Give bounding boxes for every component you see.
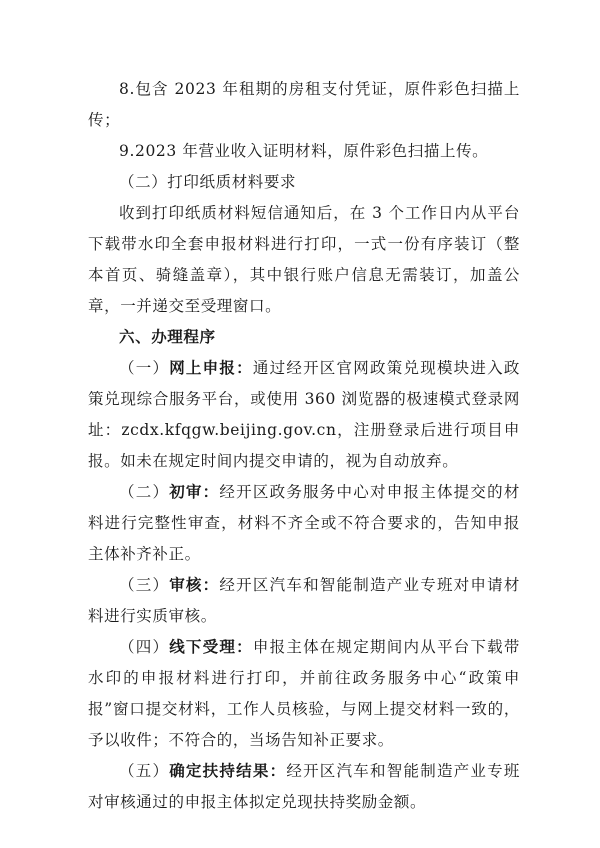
step-4-number: （四）: [119, 638, 170, 656]
item-8-paragraph: 8.包含 2023 年租期的房租支付凭证，原件彩色扫描上传；: [88, 80, 520, 129]
document-body: [88, 74, 520, 818]
procedure-heading: 六、办理程序: [119, 328, 216, 346]
step-2-number: （二）: [119, 483, 170, 501]
procedure-step-4: [88, 632, 520, 756]
print-requirements-body: 收到打印纸质材料短信通知后，在 3 个工作日内从平台下载带水印全套申报材料进行打印，一式一份有序装订（整本首页、骑缝盖章），其中银行账户信息无需装订，加盖公章，一并递交至受理窗口。: [88, 204, 520, 315]
step-1-number: （一）: [119, 359, 170, 377]
step-5-body: 经开区汽车和智能制造产业专班对审核通过的申报主体拟定兑现扶持奖励金额。: [88, 762, 520, 811]
step-2-title: 初审：: [169, 483, 220, 501]
step-3-title: 审核：: [169, 576, 220, 594]
print-requirements-title: （二）打印纸质材料要求: [119, 173, 297, 191]
procedure-step-2: [88, 477, 520, 570]
procedure-step-3: [88, 570, 520, 632]
procedure-step-5: [88, 756, 520, 818]
step-1-body: 通过经开区官网政策兑现模块进入政策兑现综合服务平台，或使用 360 浏览器的极速模式登录网址：zcdx.kfqgw.beijing.gov.cn，注册登录后进行项目申报。如未在规定时间内提交申请的，视为自动放弃。: [88, 359, 520, 470]
procedure-step-1: [88, 353, 520, 477]
step-4-title: 线下受理：: [169, 638, 253, 656]
step-3-body: 经开区汽车和智能制造产业专班对申请材料进行实质审核。: [88, 576, 520, 625]
step-1-title: 网上申报：: [169, 359, 253, 377]
step-4-body: 申报主体在规定期间内从平台下载带水印的申报材料进行打印，并前往政务服务中心“政策申报”窗口提交材料，工作人员核验，与网上提交材料一致的，予以收件；不符合的，当场告知补正要求。: [88, 638, 520, 749]
item-9-paragraph: 9.2023 年营业收入证明材料，原件彩色扫描上传。: [119, 142, 489, 160]
step-3-number: （三）: [119, 576, 170, 594]
step-2-body: 经开区政务服务中心对申报主体提交的材料进行完整性审查，材料不齐全或不符合要求的，告知申报主体补齐补正。: [88, 483, 520, 563]
step-5-title: 确定扶持结果：: [169, 762, 287, 780]
step-5-number: （五）: [119, 762, 170, 780]
